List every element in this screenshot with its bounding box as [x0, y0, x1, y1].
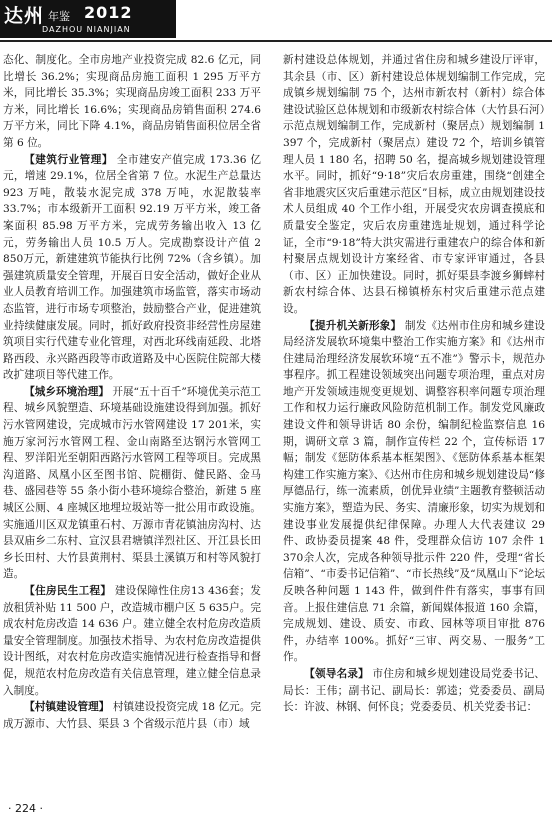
header-rule — [0, 40, 552, 42]
paragraph-text: 制发《达州市住房和城乡建设局经济发展软环境集中整治工作实施方案》和《达州市住建局治理经济发展软环境“五不准”》警示卡，规范办事程序。抓工程建设领域突出问题专项治理，重点对房地产开发领域违规变更规划、调整容积率问题专项治理工作和权力运行廉政风险防范机制工作。制发党风廉政建设文件和领导讲话 80 余份，编制纪检监察信息 16 期，调研文章 3 篇，制作宣传栏 22 个，宣传标语 17 幅；制发《惩防体系基本框架图》、《惩防体系基本框架构建工作实施方案》、《达州市住房和城乡规划建设局“修厚德品行，练一流素质，创优异业绩”主题教育整顿活动实施方案》，塑造为民、务实、清廉形象，切实为规划和建设事业发展提供纪律保障。办理人大代表建议 29 件、政协委员提案 48 件，受理群众信访 107 余件 1 370余人次，完成各种领导批示件 220 件，受理“省长信箱”、“市委书记信箱”、“市长热线”及“凤凰山下”论坛反映各种问题 1 143 件，做到件件有落实，事事有回音。上报住建信息 71 余篇，新闻媒体报道 160 余篇，完成规划、建设、质安、市政、园林等项目审批 876 件，办结率 100%。抓好“三审、两交易、一服务”工作。 — [283, 319, 546, 664]
paragraph — [283, 666, 545, 716]
section-keyword: 【城乡环境治理】 — [24, 385, 109, 398]
paragraph — [3, 52, 261, 152]
left-column — [3, 52, 261, 732]
header-banner — [0, 0, 176, 38]
paragraph-text: 建设保障性住房13 436套；发放租赁补贴 11 500 户，改造城市棚户区 5 635户。完成农村危房改造 14 636 户。建立健全农村危房改造质量安全管理制度。加强技术指导、为农村危房改造提供设计图纸，对农村危房改造实施情况进行检查指导和督促，规范农村危房改造有关信息管理，建立健全信息录入制度。 — [3, 585, 261, 697]
paragraph — [283, 52, 545, 318]
paragraph — [283, 318, 545, 666]
section-keyword: 【村镇建设管理】 — [24, 701, 110, 714]
yearbook-subtitle: 年鉴 — [48, 10, 70, 23]
paragraph — [3, 699, 261, 732]
yearbook-english-title: DAZHOU NIANJIAN — [42, 25, 131, 34]
paragraph-text: 村镇建设投资完成 18 亿元。完成万源市、大竹县、渠县 3 个省级示范片县（市）域 — [3, 701, 262, 730]
right-column — [283, 52, 545, 716]
section-keyword: 【建筑行业管理】 — [24, 153, 113, 166]
paragraph — [3, 152, 261, 384]
section-keyword: 【领导名录】 — [304, 667, 369, 680]
section-keyword: 【提升机关新形象】 — [304, 319, 402, 332]
yearbook-title: 达州 — [4, 5, 45, 27]
page-header — [0, 0, 552, 46]
paragraph-text: 新村建设总体规划，并通过省住房和城乡建设厅评审，其余县（市、区）新村建设总体规划编制工作完成，完成镇乡规划编制 75 个，达州市新农村（新村）综合体建设试验区总体规划和市级新农村综合体（大竹县石河）示范点规划编制工作，完成新村（聚居点）规划编制 1 397 个，完成新村（聚居点）建设 72 个，培训乡镇管理人员 1 180 名，招聘 50 名，提高城乡规划建设管理水平。同时，抓好“9·18”灾后农房重建，围绕“创建全省非地震灾区灾后重建示范区”目标，成立由规划建设技术人员组成 40 个工作小组，开展受灾农房调查摸底和质量安全鉴定，灾后农房重建选址规划，通过科学论证，全市“9·18”特大洪灾需进行重建农户的综合体和新村聚居点规划设计方案经省、市专家评审通过，各县（市、区）正加快建设。同时，抓好渠县李渡乡狮蟀村新农村综合体、达县石梯镇桥东村灾后重建示范点建设。 — [283, 54, 545, 315]
paragraph-text: 态化、制度化。全市房地产业投资完成 82.6 亿元，同比增长 36.2%；实现商品房施工面积 1 295 万平方米，同比增长 35.3%；实现商品房竣工面积 233 万平方米，同比增长 16.6%；实现商品房销售面积 274.6 万平方米，同比下降 4.1%，商品房销售面积位居全省第 6 位。 — [3, 54, 261, 149]
page-number: · 224 · — [8, 802, 43, 815]
paragraph — [3, 384, 261, 583]
paragraph-text: 开展“五十百千”环境优美示范工程、城乡风貌塑造、环境基础设施建设得到加强。抓好污水管网建设，完成城市污水管网建设 17 201米，实施万家河污水管网工程、金山南路至达钢污水管网工程、罗洋阳光至朝阳西路污水管网工程等项目。完成黑沟道路、凤凰小区至图书馆、院棚街、健民路、金马巷、盛园巷等 55 条小街小巷环境综合整治，新建 5 座城区公厕、4 座城区地埋垃圾站等一批公用市政设施。实施通川区双龙镇重石村、万源市青花镇油房沟村、达县双庙乡二东村、宣汉县君塘镇洋烈社区、开江县长田乡长田村、大竹县黄荆村、渠县土溪镇万和村等风貌打造。 — [3, 385, 261, 581]
paragraph — [3, 583, 261, 699]
section-keyword: 【住房民生工程】 — [24, 585, 112, 597]
paragraph-text: 全市建安产值完成 173.36 亿元，增速 29.1%，位居全省第 7 位。水泥生产总量达 923 万吨，散装水泥完成 378 万吨，水泥散装率 33.7%；市本级新开工面积 92.19 万平方米，竣工备案面积 85.98 万平方米，完成劳务输出收入 13 亿元，劳务输出人员 10.5 万人。完成勘察设计产值 2 850万元，新建建筑节能执行比例 72%（含乡镇）。加强建筑质量安全管理，开展百日安全活动，做好企业从业人员教育培训工作。加强建筑市场监管，落实市场动态监管，进行市场专项整治，鼓励整合产业，促进建筑业持续健康发展。同时，抓好政府投资非经营性房屋建筑项目实行代建专业化管理，对西北环线南延段、北塔路西段、永兴路西段等市政道路及中心医院住院部大楼改扩建项目等代建工作。 — [3, 153, 261, 382]
yearbook-year: 2012 — [84, 3, 133, 22]
paragraph-text: 市住房和城乡规划建设局党委书记、局长：王伟；副书记、副局长：郭逵；党委委员、副局长：许波、林钢、何怀良；党委委员、机关党委书记： — [283, 667, 546, 714]
